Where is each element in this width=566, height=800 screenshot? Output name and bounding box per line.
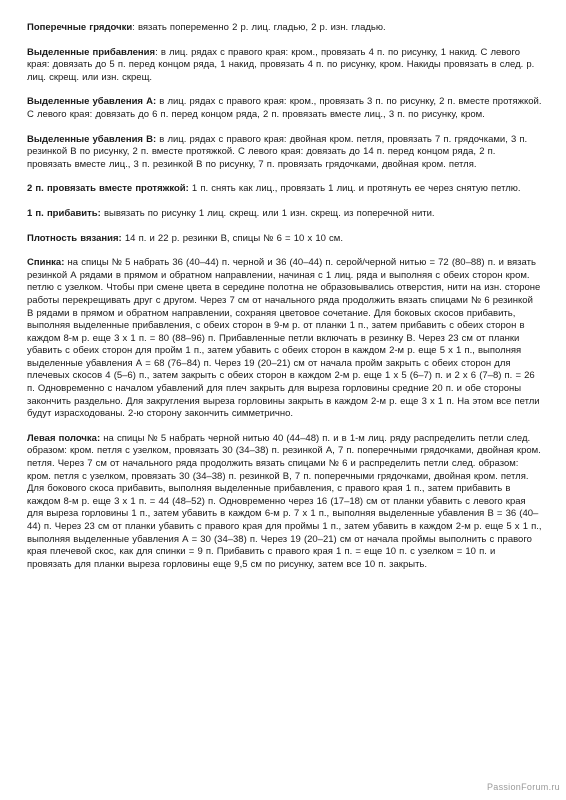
term-text: в лиц. рядах с правого края: двойная кром. петля, провязать 7 п. грядочками, 3 п. резинкой В по рисунку, 2 п. вместе протяжкой. С левого края: довязать до 14 п. перед концом ряда, 2 п. провязать вместе лиц., 3 п. резинкой В по рисунку, 7 п. провязать грядочками, двойная кром. петля.: [27, 133, 528, 170]
term-title: 1 п. прибавить:: [27, 207, 101, 219]
paragraph-back: [27, 257, 542, 421]
term-text: на спицы № 5 набрать черной нитью 40 (44–48) п. и в 1-м лиц. ряду распределить петли след. образом: кром. петля с узелком, провязать 30 (34–38) п. резинкой А, 7 п. поперечными грядочками, двойная кром. петля. Через 7 см от начального ряда продолжить вязать спицами № 6 и распределить петли след. образом: кром. петля с узелком, провязать 30 (34–38) п. резинкой В, 7 п. поперечными грядочками, двойная кром. петля. Для бокового скоса прибавить, выполняя выделенные прибавления, с правого края 1 п., затем прибавить в каждом 8-м р. еще 3 х 1 п. = 44 (48–52) п. Одновременно через 16 (17–18) см от планки убавить с левого края для выреза горловины 1 п., затем убавить в каждом 6-м р. 7 х 1 п., выполняя выделенные убавления В = 36 (40–44) п. Через 23 см от планки убавить с правого края для проймы 1 п., затем убавить в каждом 2-м р. еще 5 х 1 п., выполняя выделенные убавления А = 30 (34–38) п. Через 19 (20–21) см от начала проймы выполнить с правого края плечевой скос, как для спинки = 9 п. Прибавить с правого края 1 п. = еще 10 п. с узелком = 10 п. и провязать для планки выреза горловины еще 9,5 см по рисунку, затем все 10 п. закрыть.: [27, 432, 542, 570]
paragraph-increase-one: [27, 208, 542, 221]
term-text: в лиц. рядах с правого края: кром., провязать 3 п. по рисунку, 2 п. вместе протяжкой. С левого края: довязать до 6 п. перед концом ряда, 2 п. провязать вместе лиц., 3 п. по рисунку, кром.: [27, 96, 542, 120]
term-title: Выделенные убавления А:: [27, 96, 157, 108]
term-title: 2 п. провязать вместе протяжкой:: [27, 183, 189, 195]
term-title: Выделенные убавления В:: [27, 133, 157, 145]
term-title: Плотность вязания:: [27, 232, 122, 244]
pattern-instructions: [27, 22, 542, 583]
term-title: Левая полочка:: [27, 432, 101, 444]
paragraph-increases: [27, 47, 542, 85]
paragraph-cross-ridges: [27, 22, 542, 35]
paragraph-k2tog-slip: [27, 183, 542, 196]
term-text: 1 п. снять как лиц., провязать 1 лиц. и протянуть ее через снятую петлю.: [188, 183, 521, 195]
term-title: Спинка:: [27, 257, 65, 269]
paragraph-gauge: [27, 233, 542, 246]
term-text: на спицы № 5 набрать 36 (40–44) п. черной и 36 (40–44) п. серой/черной нитью = 72 (80–88) п. и вязать резинкой А рядами в прямом и обратном направлении, начиная с 1 лиц. ряда и выполняя с обеих сторон кром. петлю с узелком. Чтобы при смене цвета в середине полотна не образовывались отверстия, нити на изн. стороне работы перекрещивать друг с другом. Через 7 см от начального ряда продолжить вязать спицами № 6 резинкой В рядами в прямом и обратном направлении, сохраняя цветовое сочетание. Для боковых скосов прибавить, выполняя выделенные прибавления, с обеих сторон в 9-м р. от планки 1 п., затем прибавить с обеих сторон в каждом 8-м р. еще 3 х 1 п. = 80 (88–96) п. Прибавленные петли включать в резинку В. Через 23 см от планки убавить с обеих сторон для пройм 1 п., затем убавить с обеих сторон в каждом 2-м р. еще 5 х 1 п., выполняя выделенные убавления А = 68 (76–84) п. Через 19 (20–21) см от начала пройм закрыть с обеих сторон для плечевых скосов 4 (5–6) п., затем закрыть с обеих сторон в каждом 2-м р. еще 1 х 5 (6–7) п. и 2 х 6 (7–8) п. = 26 п. Одновременно с началом убавлений для плеч закрыть для выреза горловины средние 20 п. и обе стороны закончить раздельно. Для закругления выреза горловины закрыть в каждом 2-м р. еще 3 х 1 п. На этом все петли будут израсходованы. 2-ю сторону закончить симметрично.: [27, 257, 541, 420]
term-text: 14 п. и 22 р. резинки В, спицы № 6 = 10 х 10 см.: [121, 232, 343, 244]
term-text: : в лиц. рядах с правого края: кром., провязать 4 п. по рисунку, 1 накид. С левого края: довязать до 5 п. перед концом ряда, 1 накид, провязать 4 п. по рисунку, кром. Накиды провязать в след. р. лиц. скрещ. или изн. скрещ.: [27, 46, 535, 83]
site-watermark: PassionForum.ru: [486, 782, 560, 792]
term-title: Выделенные прибавления: [27, 46, 156, 58]
paragraph-left-front: [27, 433, 542, 572]
term-text: : вязать попеременно 2 р. лиц. гладью, 2 р. изн. гладью.: [132, 22, 386, 33]
term-text: вывязать по рисунку 1 лиц. скрещ. или 1 изн. скрещ. из поперечной нити.: [100, 207, 435, 219]
term-title: Поперечные грядочки: [27, 22, 133, 33]
paragraph-decreases-b: [27, 134, 542, 172]
paragraph-decreases-a: [27, 96, 542, 121]
